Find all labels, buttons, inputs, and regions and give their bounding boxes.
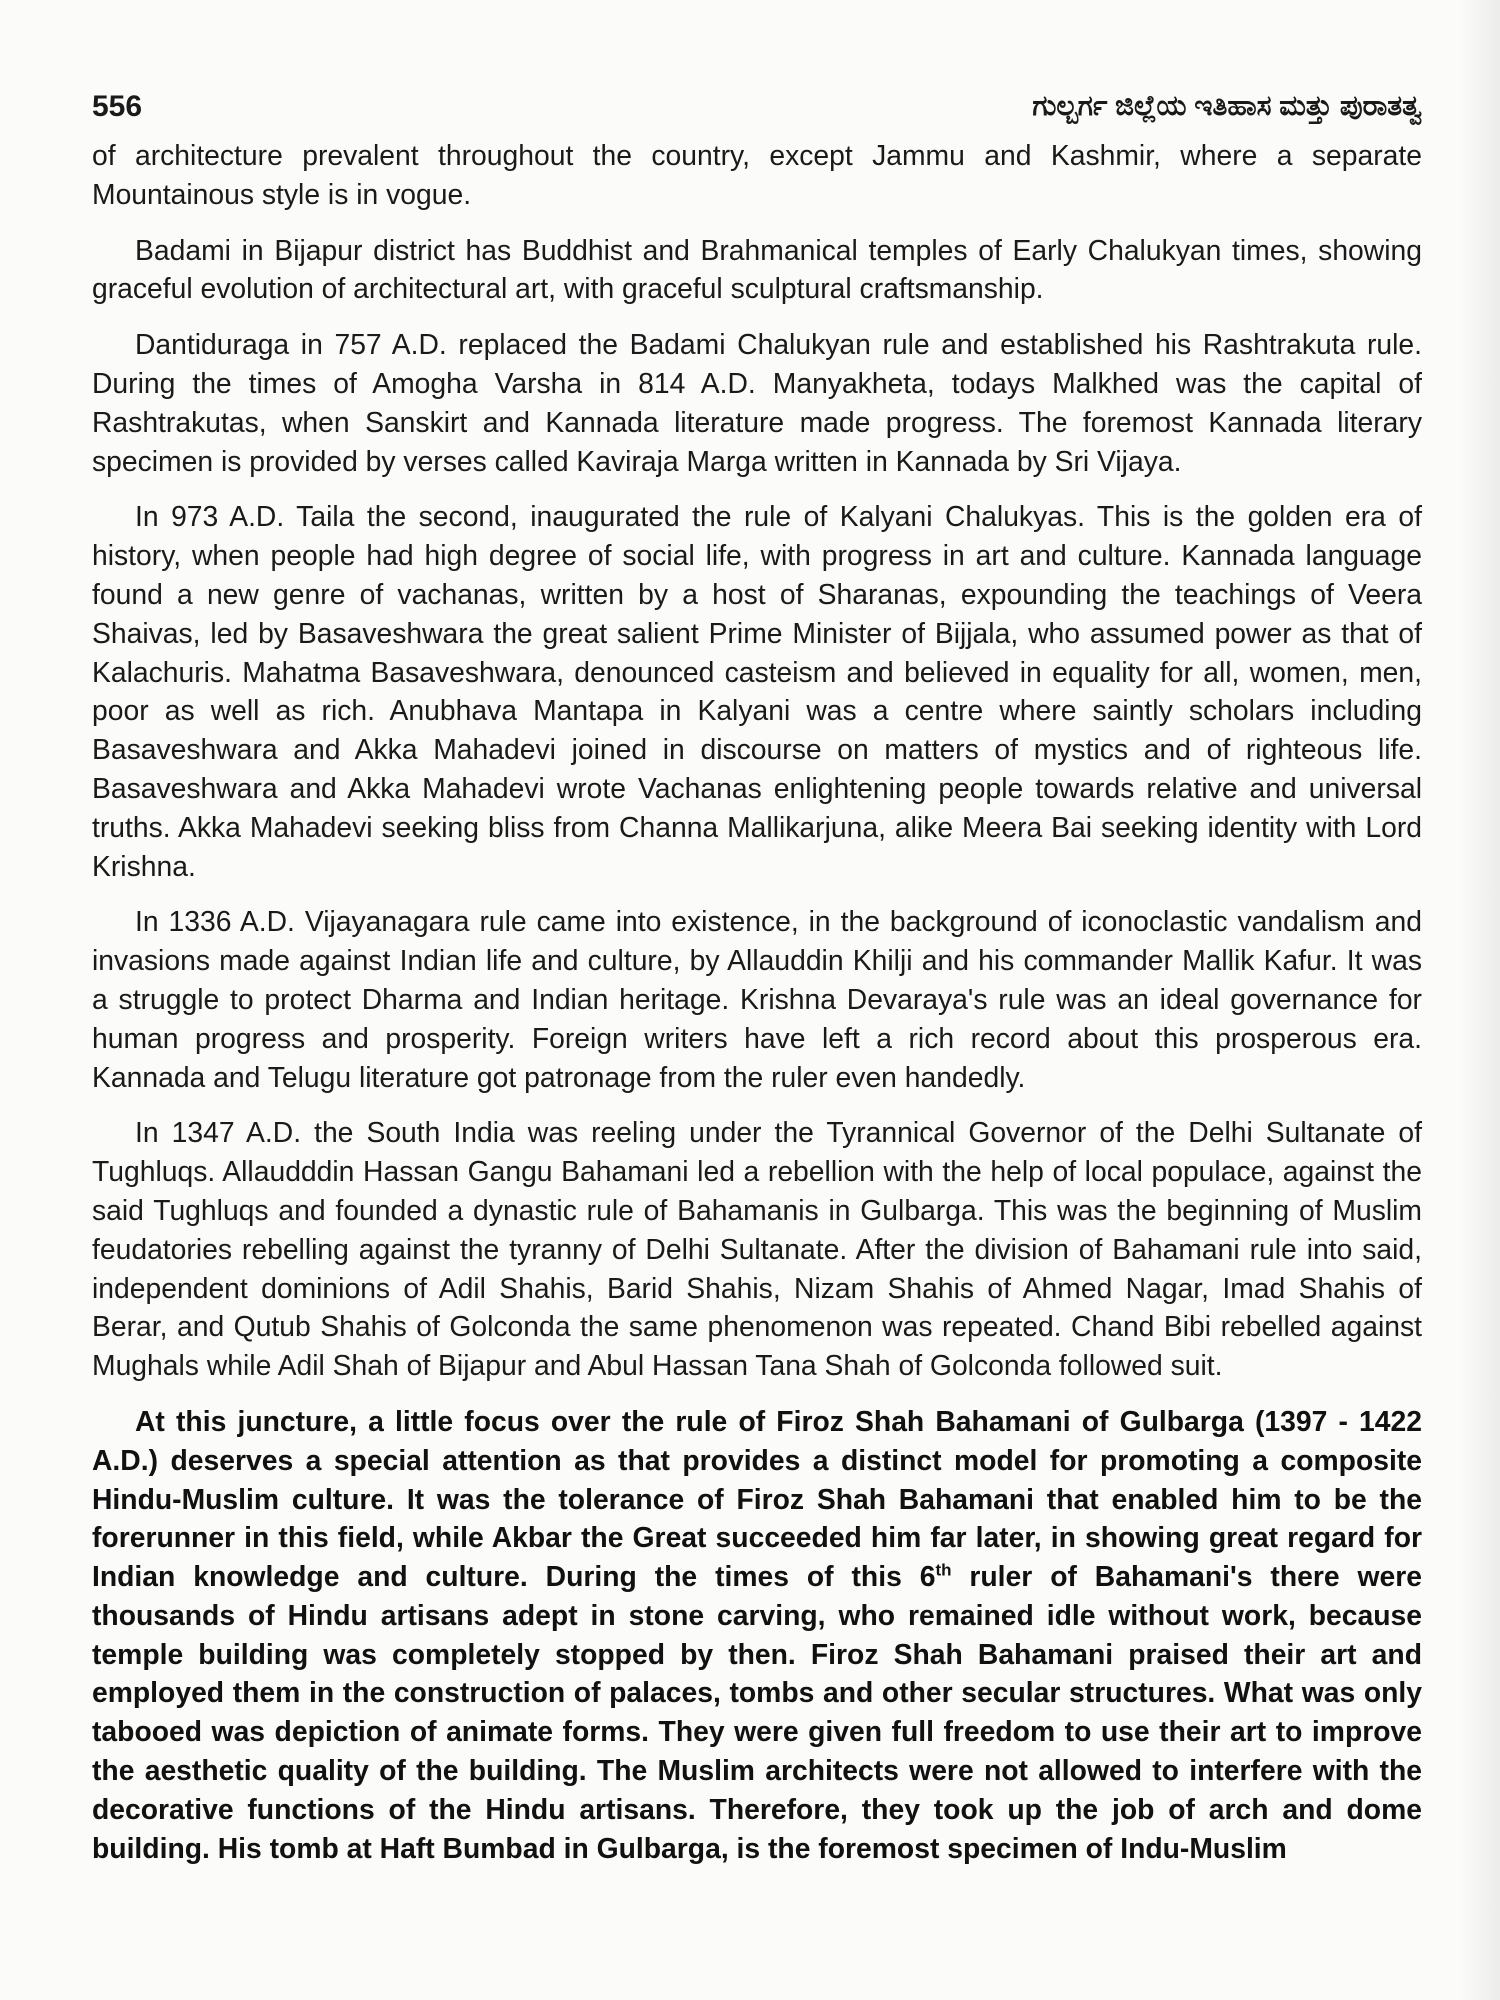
paragraph-continued: of architecture prevalent throughout the country, except Jammu and Kashmir, where a separate Mountainous style is in vogue. xyxy=(92,139,1422,210)
paragraph-firoz-shah-part1: At this juncture, a little focus over the rule of Firoz Shah Bahamani of Gulbarga (1397 - 1422 A.D.) deserves a special attention as that provides a distinct model for promoting a composite Hindu-Muslim culture. It was the tolerance of Firoz Shah Bahamani that enabled him to be the forerunner in this field, while Akbar the Great succeeded him far later, in showing great regard for Indian knowledge and culture. During the times of this 6 xyxy=(92,1404,1422,1593)
paragraph-kalyani-chalukyas: In 973 A.D. Taila the second, inaugurated the rule of Kalyani Chalukyas. This is the golden era of history, when people had high degree of social life, with progress in art and culture. Kannada language found a new genre of vachanas, written by a host of Sharanas, expounding the teachings of Veera Shaivas, led by Basaveshwara the great salient Prime Minister of Bijjala, who assumed power as that of Kalachuris. Mahatma Basaveshwara, denounced casteism and believed in equality for all, women, men, poor as well as rich. Anubhava Mantapa in Kalyani was a centre where saintly scholars including Basaveshwara and Akka Mahadevi joined in discourse on matters of mystics and of righteous life. Basaveshwara and Akka Mahadevi wrote Vachanas enlightening people towards relative and universal truths. Akka Mahadevi seeking bliss from Channa Mallikarjuna, alike Meera Bai seeking identity with Lord Krishna. xyxy=(92,500,1422,882)
ordinal-superscript: th xyxy=(935,1560,952,1580)
book-page xyxy=(92,78,1422,1958)
paragraph-badami: Badami in Bijapur district has Buddhist and Brahmanical temples of Early Chalukyan times, showing graceful evolution of architectural art, with graceful sculptural craftsmanship. xyxy=(92,233,1422,305)
paragraph-vijayanagara: In 1336 A.D. Vijayanagara rule came into existence, in the background of iconoclastic vandalism and invasions made against Indian life and culture, by Allauddin Khilji and his commander Mallik Kafur. It was a struggle to protect Dharma and Indian heritage. Krishna Devaraya's rule was an ideal governance for human progress and prosperity. Foreign writers have left a rich record about this prosperous era. Kannada and Telugu literature got patronage from the ruler even handedly. xyxy=(92,905,1422,1093)
page-header xyxy=(92,78,1422,136)
scan-edge-shadow xyxy=(1460,0,1500,2000)
paragraph-bahamani: In 1347 A.D. the South India was reeling under the Tyrannical Governor of the Delhi Sultanate of Tughluqs. Allaudddin Hassan Gangu Bahamani led a rebellion with the help of local populace, against the said Tughluqs and founded a dynastic rule of Bahamanis in Gulbarga. This was the beginning of Muslim feudatories rebelling against the tyranny of Delhi Sultanate. After the division of Bahamani rule into said, independent dominions of Adil Shahis, Barid Shahis, Nizam Shahis of Ahmed Nagar, Imad Shahis of Berar, and Qutub Shahis of Golconda the same phenomenon was repeated. Chand Bibi rebelled against Mughals while Adil Shah of Bijapur and Abul Hassan Tana Shah of Golconda followed suit. xyxy=(92,1116,1422,1382)
paragraph-firoz-shah-part2: ruler of Bahamani's there were thousands of Hindu artisans adept in stone carving, who remained idle without work, because temple building was completely stopped by then. Firoz Shah Bahamani praised their art and employed them in the construction of palaces, tombs and other secular structures. What was only tabooed was depiction of animate forms. They were given full freedom to use their art to improve the aesthetic quality of the building. The Muslim architects were not allowed to interfere with the decorative functions of the Hindu artisans. Therefore, they took up the job of arch and dome building. His tomb at Haft Bumbad in Gulbarga, is the foremost specimen of Indu-Muslim xyxy=(92,1560,1423,1864)
paragraph-rashtrakuta: Dantiduraga in 757 A.D. replaced the Badami Chalukyan rule and established his Rashtrakuta rule. During the times of Amogha Varsha in 814 A.D. Manyakheta, todays Malkhed was the capital of Rashtrakutas, when Sanskirt and Kannada literature made progress. The foremost Kannada literary specimen is provided by verses called Kaviraja Marga written in Kannada by Sri Vijaya. xyxy=(92,328,1422,477)
paragraph-firoz-shah xyxy=(92,1402,1422,1868)
running-head: ಗುಲ್ಬರ್ಗ ಜಿಲ್ಲೆಯ ಇತಿಹಾಸ ಮತ್ತು ಪುರಾತತ್ವ xyxy=(1032,90,1422,121)
body-text xyxy=(92,136,1422,1867)
page-number: 556 xyxy=(92,90,143,123)
